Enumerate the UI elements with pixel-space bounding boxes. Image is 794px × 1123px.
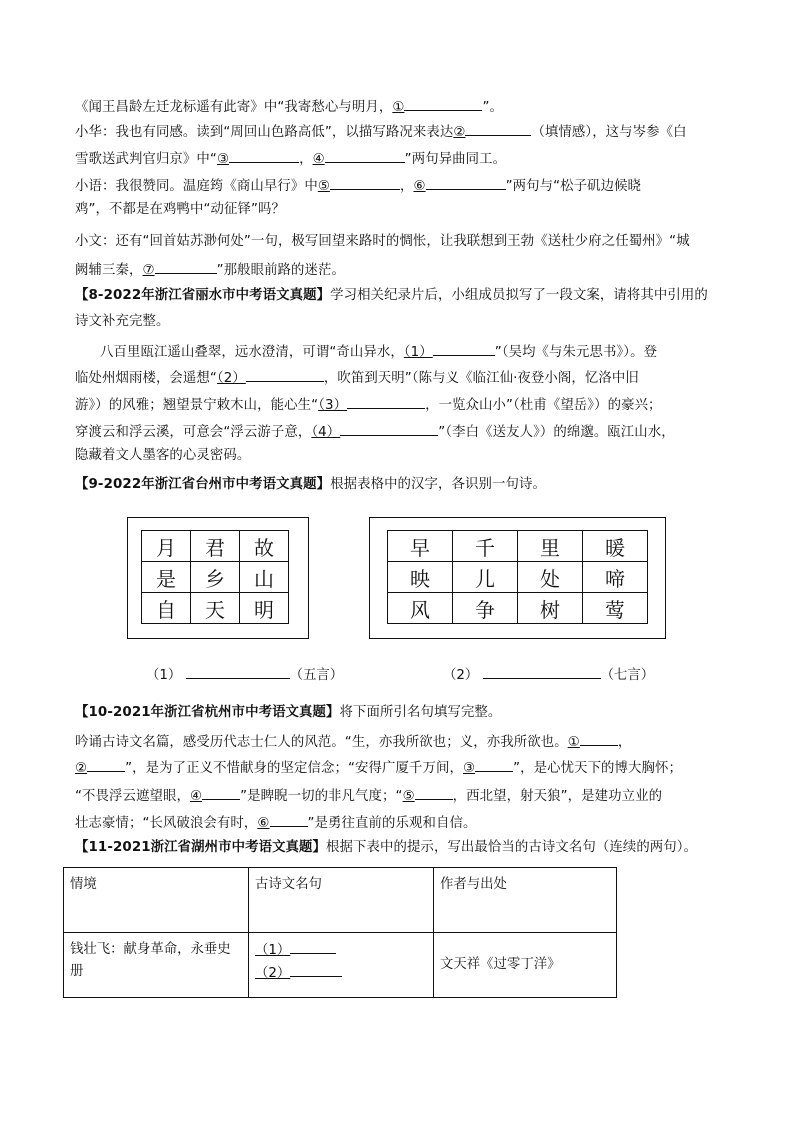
table-header-row bbox=[64, 868, 617, 933]
q11-table bbox=[63, 867, 617, 998]
answer-blank[interactable] bbox=[229, 148, 299, 163]
text-line-5: 鸡”，不都是在鸡鸭中“动征铎”吗？ bbox=[75, 202, 285, 217]
answer-blank[interactable] bbox=[155, 259, 217, 274]
char-grid-1 bbox=[141, 530, 289, 624]
q8-para-1: 八百里瓯江遥山叠翠，远水澄清，可谓“奇山异水，（1） ”（吴均《与朱元思书》）。登 bbox=[100, 341, 750, 362]
q9-answer-2: （2） （七言） bbox=[443, 664, 654, 683]
answer-blank[interactable] bbox=[186, 664, 290, 679]
grid-cell: 映 bbox=[388, 562, 453, 593]
grid-cell: 山 bbox=[240, 562, 289, 593]
text-line-7: 阙辅三秦，⑦ ”那般眼前路的迷茫。 bbox=[75, 259, 725, 280]
answer-blank[interactable] bbox=[246, 367, 324, 382]
answer-line-2: （2） bbox=[255, 962, 427, 985]
q8-header: 【8-2022年浙江省丽水市中考语文真题】学习相关纪录片后，小组成员拟写了一段文案，请将其中引用的 bbox=[75, 288, 708, 303]
grid-cell: 月 bbox=[142, 531, 191, 562]
table-header-cell: 情境 bbox=[64, 868, 249, 933]
question-label: 【10-2021年浙江省杭州市中考语文真题】 bbox=[75, 705, 340, 720]
answer-blank[interactable] bbox=[290, 939, 336, 954]
q8-para-2: 临处州烟雨楼，会遥想“（2） ，吹笛到天明”（陈与义《临江仙·夜登小阁，忆洛中旧 bbox=[75, 367, 725, 388]
text-line-1: 《闻王昌龄左迁龙标遥有此寄》中“我寄愁心与明月，① ”。 bbox=[75, 96, 725, 117]
grid-cell: 里 bbox=[518, 531, 583, 562]
grid-cell: 天 bbox=[191, 593, 240, 624]
answer-blank[interactable] bbox=[340, 421, 438, 436]
q10-row-2: ② ”，是为了正义不惜献身的坚定信念；“安得广厦千万间，③ ”，是心忧天下的博大胸怀； bbox=[75, 757, 725, 778]
answer-blank[interactable] bbox=[330, 175, 400, 190]
grid-cell: 早 bbox=[388, 531, 453, 562]
table-cell bbox=[64, 933, 249, 998]
q8-prompt-2: 诗文补充完整。 bbox=[75, 314, 170, 329]
question-label: 【9-2022年浙江省台州市中考语文真题】 bbox=[75, 477, 331, 492]
table-row bbox=[64, 933, 617, 998]
answer-blank[interactable] bbox=[270, 812, 308, 827]
grid-cell: 明 bbox=[240, 593, 289, 624]
grid-cell: 君 bbox=[191, 531, 240, 562]
text-line-6: 小文：还有“回首姑苏渺何处”一句，极写回望来路时的惆怅，让我联想到王勃《送杜少府之任蜀州》“城 bbox=[75, 234, 690, 249]
text-line-2: 小华：我也有同感。读到“周回山色路高低”，以描写路况来表达② （填情感），这与岑参《白 bbox=[75, 121, 725, 142]
question-label: 【8-2022年浙江省丽水市中考语文真题】 bbox=[75, 288, 331, 303]
q10-row-1: 吟诵古诗文名篇，感受历代志士仁人的风范。“生，亦我所欲也；义，亦我所欲也。① ， bbox=[75, 731, 725, 752]
answer-blank[interactable] bbox=[347, 394, 425, 409]
answer-blank[interactable] bbox=[475, 757, 513, 772]
answer-line-1: （1） bbox=[255, 939, 427, 962]
answer-blank[interactable] bbox=[404, 96, 482, 111]
char-grid-2 bbox=[387, 530, 648, 624]
context-text: 钱壮飞：献身革命，永垂史册 bbox=[70, 942, 231, 979]
q9-answer-1: （1） （五言） bbox=[146, 664, 343, 683]
grid-cell: 乡 bbox=[191, 562, 240, 593]
answer-blank[interactable] bbox=[465, 121, 531, 136]
answer-blank[interactable] bbox=[433, 341, 495, 356]
text-line-4: 小语：我很赞同。温庭筠《商山早行》中⑤ ，⑥ ”两句与“松子矶边候晓 bbox=[75, 175, 725, 196]
q10-row-4: 壮志豪情；“长风破浪会有时，⑥ ”是勇往直前的乐观和自信。 bbox=[75, 812, 725, 833]
grid-cell: 千 bbox=[453, 531, 518, 562]
grid-cell: 儿 bbox=[453, 562, 518, 593]
grid-cell: 自 bbox=[142, 593, 191, 624]
grid-cell: 处 bbox=[518, 562, 583, 593]
table-cell bbox=[249, 933, 434, 998]
answer-blank[interactable] bbox=[202, 785, 240, 800]
answer-blank[interactable] bbox=[415, 785, 453, 800]
answer-blank[interactable] bbox=[483, 664, 601, 679]
grid-cell: 故 bbox=[240, 531, 289, 562]
grid-cell: 啼 bbox=[583, 562, 648, 593]
answer-blank[interactable] bbox=[290, 962, 342, 977]
q10-header: 【10-2021年浙江省杭州市中考语文真题】将下面所引名句填写完整。 bbox=[75, 705, 502, 720]
table-header-cell: 作者与出处 bbox=[434, 868, 617, 933]
table-cell: 文天祥《过零丁洋》 bbox=[434, 933, 617, 998]
q11-header: 【11-2021浙江省湖州市中考语文真题】根据下表中的提示，写出最恰当的古诗文名句（连续的两句）。 bbox=[75, 840, 698, 855]
table-header-cell: 古诗文名句 bbox=[249, 868, 434, 933]
q8-para-5: 隐藏着文人墨客的心灵密码。 bbox=[75, 448, 251, 463]
q8-para-3: 游》）的风雅；翘望景宁敕木山，能心生“（3） ，一览众山小”（杜甫《望岳》）的豪兴； bbox=[75, 394, 725, 415]
text-line-3: 雪歌送武判官归京》中“③ ，④ ”两句异曲同工。 bbox=[75, 148, 725, 169]
answer-blank[interactable] bbox=[87, 757, 125, 772]
grid-cell: 风 bbox=[388, 593, 453, 624]
grid-cell: 树 bbox=[518, 593, 583, 624]
q8-para-4: 穿渡云和浮云溪，可意会“浮云游子意，（4） ”（李白《送友人》）的绵邈。瓯江山水， bbox=[75, 421, 725, 442]
answer-blank[interactable] bbox=[325, 148, 405, 163]
q10-row-3: “不畏浮云遮望眼，④ ”是睥睨一切的非凡气度；“⑤ ，西北望，射天狼”，是建功立业的 bbox=[75, 785, 725, 806]
grid-cell: 是 bbox=[142, 562, 191, 593]
grid-cell: 争 bbox=[453, 593, 518, 624]
grid-cell: 莺 bbox=[583, 593, 648, 624]
grid-cell: 暖 bbox=[583, 531, 648, 562]
question-label: 【11-2021浙江省湖州市中考语文真题】 bbox=[75, 840, 327, 855]
q9-header: 【9-2022年浙江省台州市中考语文真题】根据表格中的汉字，各识别一句诗。 bbox=[75, 477, 546, 492]
answer-blank[interactable] bbox=[580, 731, 618, 746]
answer-blank[interactable] bbox=[426, 175, 506, 190]
